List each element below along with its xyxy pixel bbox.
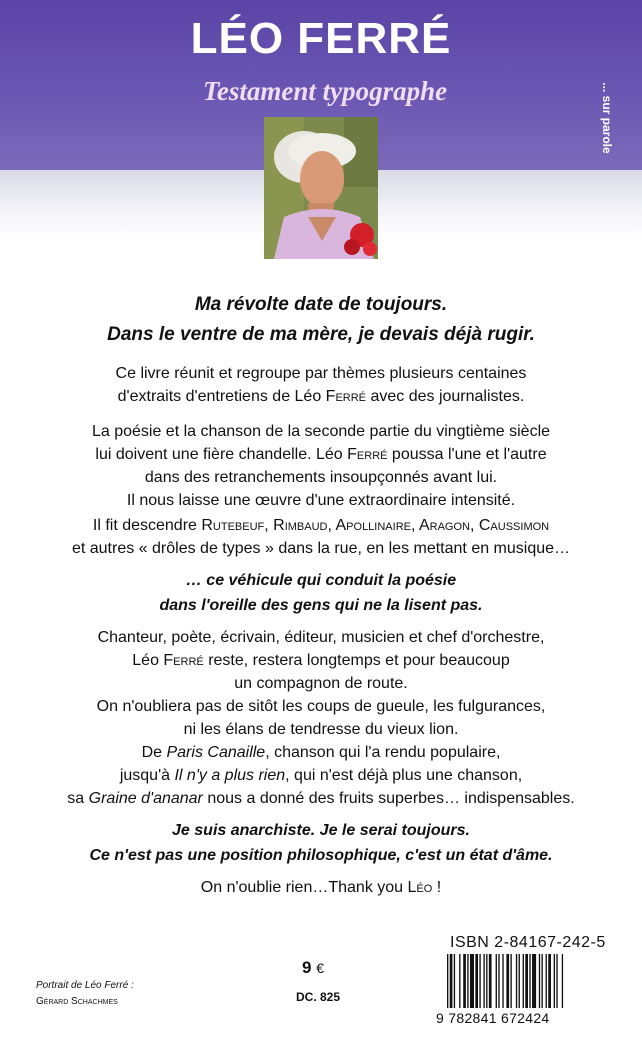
barcode-digits: 9 782841 672424	[436, 1010, 550, 1026]
text-span: poussa l'une et l'autre	[387, 446, 547, 463]
barcode-bar	[489, 954, 492, 1008]
poet-names: Rutebeuf, Rimbaud, Apollinaire, Aragon, Caussimon	[201, 517, 550, 534]
intro-paragraph	[0, 362, 642, 408]
barcode-bar	[523, 954, 524, 1008]
text-line: Ce n'est pas une position philosophique, c'est un état d'âme.	[89, 847, 553, 864]
barcode-bar	[529, 954, 530, 1008]
book-title: Testament typographe	[202, 76, 448, 106]
opening-quote-line: Dans le ventre de ma mère, je devais déjà rugir.	[107, 324, 535, 345]
barcode-bar	[463, 954, 466, 1008]
barcode-bar	[479, 954, 480, 1008]
text-line	[0, 649, 642, 672]
photographer-name: Gérard Schachmes	[36, 996, 118, 1007]
barcode-bar	[542, 954, 543, 1008]
isbn: ISBN 2-84167-242-5	[450, 934, 606, 951]
price	[302, 958, 324, 978]
text-line: dans l'oreille des gens qui ne la lisent pas.	[159, 597, 483, 614]
barcode-bar	[475, 954, 478, 1008]
barcode-bar	[548, 954, 551, 1008]
series-name: ... sur parole	[600, 82, 614, 154]
career-paragraph	[0, 626, 642, 810]
barcode-bar	[539, 954, 540, 1008]
text-line: dans des retranchements insoupçonnés avant lui.	[144, 469, 498, 486]
barcode-bar	[532, 954, 536, 1008]
closing-quote	[0, 818, 642, 868]
barcode-bar	[519, 954, 520, 1008]
barcode-bar	[467, 954, 468, 1008]
song-title: Il n'y a plus rien	[174, 767, 286, 784]
author-name: Ferré	[347, 446, 388, 463]
price-value: 9	[302, 958, 312, 977]
text-span: sa	[67, 790, 89, 807]
text-line: La poésie et la chanson de la seconde partie du vingtième siècle	[91, 423, 551, 440]
barcode-bar	[556, 954, 557, 1008]
text-span: reste, restera longtemps et pour beaucoup	[203, 652, 510, 669]
barcode-bar	[483, 954, 484, 1008]
text-line: Ce livre réunit et regroupe par thèmes plusieurs centaines	[115, 365, 527, 382]
text-line	[0, 741, 642, 764]
barcode-icon	[445, 954, 621, 1008]
opening-quote	[0, 290, 642, 350]
portrait-photo-icon	[264, 117, 378, 259]
text-line	[0, 385, 642, 408]
text-span: Il fit descendre	[92, 517, 202, 534]
text-line: Je suis anarchiste. Je le serai toujours.	[172, 822, 470, 839]
credit-label: Portrait de Léo Ferré :	[36, 980, 134, 991]
barcode-bar	[454, 954, 455, 1008]
text-line: On n'oubliera pas de sitôt les coups de gueule, les fulgurances,	[96, 698, 546, 715]
closing-line	[0, 876, 642, 899]
barcode-bar	[470, 954, 474, 1008]
barcode-bar	[459, 954, 460, 1008]
text-line	[0, 787, 642, 810]
book-author: LÉO FERRÉ	[190, 14, 452, 63]
barcode-bar	[486, 954, 487, 1008]
text-line: Chanteur, poète, écrivain, éditeur, musicien et chef d'orchestre,	[97, 629, 545, 646]
barcode-bar	[502, 954, 503, 1008]
opening-quote-line: Ma révolte date de toujours.	[194, 294, 448, 315]
text-line: et autres « drôles de types » dans la rue, en les mettant en musique…	[71, 540, 571, 557]
song-title: Paris Canaille	[166, 744, 266, 761]
text-line	[0, 443, 642, 466]
text-span: avec des journalistes.	[366, 388, 525, 405]
barcode-bar	[447, 954, 448, 1008]
legacy-paragraph	[0, 420, 642, 512]
emphasis-quote	[0, 568, 642, 618]
author-name: Ferré	[163, 652, 204, 669]
text-span: , qui n'est déjà plus une chanson,	[285, 767, 523, 784]
barcode-bar	[516, 954, 517, 1008]
text-span: , chanson qui l'a rendu populaire,	[265, 744, 501, 761]
text-line: … ce véhicule qui conduit la poésie	[185, 572, 457, 589]
text-line: un compagnon de route.	[234, 675, 408, 692]
text-span: Léo	[132, 652, 164, 669]
text-line: Il nous laisse une œuvre d'une extraordinaire intensité.	[126, 492, 516, 509]
text-line: ni les élans de tendresse du vieux lion.	[183, 721, 459, 738]
text-span: jusqu'à	[119, 767, 175, 784]
barcode-bar	[510, 954, 511, 1008]
barcode-bar	[546, 954, 547, 1008]
text-span: lui doivent une fière chandelle. Léo	[95, 446, 348, 463]
barcode-bar	[562, 954, 563, 1008]
photo-credit	[36, 978, 134, 1010]
text-line	[0, 514, 642, 537]
barcode-bar	[496, 954, 497, 1008]
poets-paragraph	[0, 514, 642, 560]
text-span: !	[432, 879, 442, 896]
author-portrait	[264, 117, 378, 259]
text-span: nous a donné des fruits superbes… indispensables.	[202, 790, 575, 807]
catalog-code: DC. 825	[296, 990, 341, 1004]
barcode-bar	[506, 954, 509, 1008]
text-span: d'extraits d'entretiens de Léo	[117, 388, 326, 405]
barcode-bar	[450, 954, 453, 1008]
author-name: Ferré	[325, 388, 367, 405]
barcode-bar	[525, 954, 528, 1008]
author-name: Léo	[407, 879, 433, 896]
barcode-bar	[498, 954, 499, 1008]
price-currency: €	[316, 960, 324, 976]
barcode-bar	[554, 954, 555, 1008]
song-title: Graine d'ananar	[88, 790, 203, 807]
text-span: De	[141, 744, 167, 761]
text-span: On n'oublie rien…Thank you	[200, 879, 408, 896]
text-line	[0, 764, 642, 787]
